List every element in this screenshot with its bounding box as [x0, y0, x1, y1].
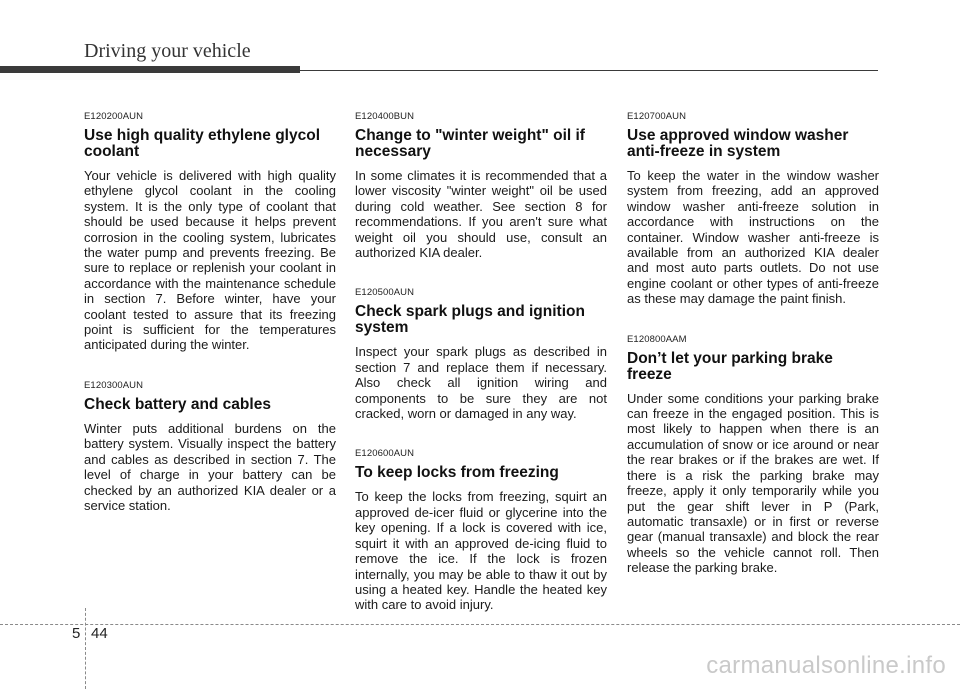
section-parking-brake	[627, 334, 879, 576]
section-spark-plugs	[355, 287, 607, 421]
section-code: E120800AAM	[627, 333, 687, 345]
footer-dashed-rule	[0, 624, 960, 625]
section-heading: Check spark plugs and ignition system	[355, 303, 585, 337]
section-code: E120300AUN	[84, 379, 144, 391]
section-heading: Change to "winter weight" oil if necessary	[355, 127, 585, 160]
section-body: To keep the locks from freezing, squirt an approved de-icer fluid or glycerine into the key opening. If a lock is covered with ice, squirt it with an approved de-icing fluid to remove the ice. If the lock is frozen internally, you may be able to thaw it out by using a heated key. Handle the heated key with care to avoid injury.	[355, 489, 607, 613]
section-winter-oil	[355, 111, 607, 260]
section-body: Under some conditions your parking brake can freeze in the engaged position. This is most likely to happen when there is an accumulation of snow or ice around or near the rear brakes or if the brakes are wet. If there is a risk the parking brake may freeze, apply it only temporarily while you put the gear shift lever in P (Park, automatic transaxle) or in first or reverse gear (manual transaxle) and block the rear wheels so the vehicle cannot roll. Then release the parking brake.	[627, 390, 879, 576]
section-locks	[355, 448, 607, 612]
section-heading: To keep locks from freezing	[355, 464, 559, 482]
section-body: To keep the water in the window washer system from freezing, add an approved window washer anti-freeze solution in accordance with instructions on the container. Window washer anti-freeze is available from an authorized KIA dealer and most auto parts outlets. Do not use engine coolant or other types of anti-freeze as these may damage the paint finish.	[627, 168, 879, 307]
header-rule	[300, 70, 878, 71]
section-body: Inspect your spark plugs as described in section 7 and replace them if necessary. Also check all ignition wiring and components to be sure they are not cracked, worn or damaged in any way.	[355, 344, 607, 422]
section-heading: Don’t let your parking brake freeze	[627, 349, 833, 383]
watermark: carmanualsonline.info	[706, 652, 946, 679]
column-1	[84, 111, 336, 540]
column-2	[355, 111, 607, 640]
section-battery	[84, 380, 336, 513]
header-bar	[0, 66, 300, 73]
column-3	[627, 111, 879, 603]
section-code: E120600AUN	[355, 448, 415, 460]
page-title: Driving your vehicle	[84, 40, 251, 62]
section-body: Winter puts additional burdens on the battery system. Visually inspect the battery and cables as described in section 7. The level of charge in your battery can be checked by an authorized KIA dealer or a service station.	[84, 420, 336, 513]
section-number: 5	[72, 625, 81, 642]
section-code: E120500AUN	[355, 287, 415, 299]
section-washer-antifreeze	[627, 111, 879, 307]
footer-dashed-divider	[85, 608, 86, 689]
section-code: E120400BUN	[355, 111, 415, 122]
section-code: E120200AUN	[84, 111, 144, 122]
page-number: 44	[91, 625, 108, 642]
section-heading: Check battery and cables	[84, 395, 271, 413]
section-coolant	[84, 111, 336, 353]
section-heading: Use approved window washer anti-freeze in system	[627, 127, 849, 160]
section-body: In some climates it is recommended that a lower viscosity "winter weight" oil be used during cold weather. See section 8 for recommendations. If you aren't sure what weight oil you should use, consult an authorized KIA dealer.	[355, 168, 607, 261]
section-body: Your vehicle is delivered with high quality ethylene glycol coolant in the cooling system. It is the only type of coolant that should be used because it helps prevent corrosion in the cooling system, lubricates the water pump and prevents freezing. Be sure to replace or replenish your coolant in accordance with the maintenance schedule in section 7. Before winter, have your coolant tested to assure that its freezing point is sufficient for the temperatures anticipated during the winter.	[84, 168, 336, 353]
section-heading: Use high quality ethylene glycol coolant	[84, 127, 320, 160]
section-code: E120700AUN	[627, 111, 687, 122]
